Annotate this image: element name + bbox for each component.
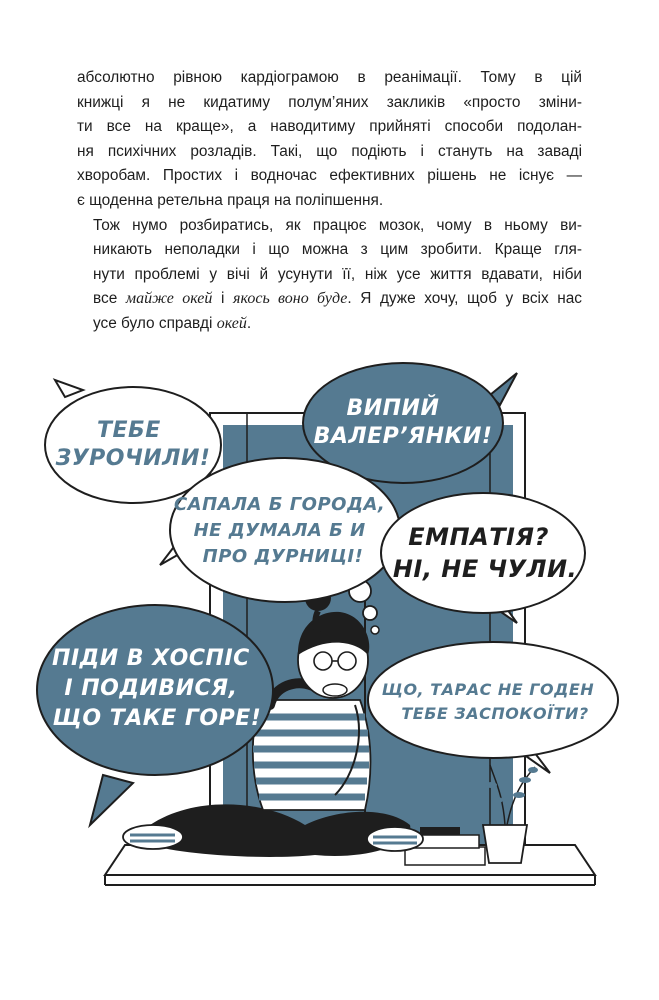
bubble-line: ЕМПАТІЯ? xyxy=(408,523,549,551)
text-line: книжці я не кидатиму полум’яних закликів «просто зміни- xyxy=(77,93,582,111)
text-line: хворобам. Простих і водночас ефективних рішень не існує — xyxy=(77,167,582,185)
italic-phrase: якось воно буде xyxy=(233,290,348,308)
text-line: Тож нумо розбиратись, як працює мозок, чому в ньому ви- xyxy=(93,216,582,234)
paragraph-2 xyxy=(77,214,582,337)
text-span: . xyxy=(246,314,252,332)
bubble-5-text xyxy=(52,646,261,731)
italic-phrase: майже окей xyxy=(125,290,213,308)
illustration xyxy=(35,355,625,900)
text-line: є щоденна ретельна праця на поліпшення. xyxy=(77,191,384,209)
body-text xyxy=(77,66,582,337)
bubble-line: ВАЛЕР’ЯНКИ! xyxy=(313,424,493,449)
text-line: нути проблемі у вічі й усунути її, ніж усе життя вдавати, ніби xyxy=(93,265,582,283)
bubble-line: ЩО, ТАРАС НЕ ГОДЕН xyxy=(381,680,595,699)
text-line: ня психічних розладів. Такі, що подіють і стануть на заваді xyxy=(77,142,582,160)
text-span: усе було справді xyxy=(93,314,217,332)
text-span: . Я дуже хочу, щоб у всіх нас xyxy=(347,290,582,308)
text-span: і xyxy=(212,290,234,308)
bubble-line: ПРО ДУРНИЦІ! xyxy=(202,546,364,567)
paragraph-1 xyxy=(77,66,582,214)
italic-phrase: окей xyxy=(216,314,247,332)
bubble-line: ПІДИ В ХОСПІС xyxy=(52,646,250,671)
bubble-line: ТЕБЕ ЗАСПОКОЇТИ? xyxy=(401,704,589,723)
text-line xyxy=(77,287,582,312)
bubble-line: САПАЛА Б ГОРОДА, xyxy=(173,494,386,515)
text-line xyxy=(77,312,582,337)
bubble-line: ВИПИЙ xyxy=(346,396,440,421)
bubble-line: І ПОДИВИСЯ, xyxy=(64,676,238,701)
text-line: абсолютно рівною кардіограмою в реанімації. Тому в цій xyxy=(77,69,582,86)
text-span: все xyxy=(93,290,126,308)
bubble-line: ЩО ТАКЕ ГОРЕ! xyxy=(52,706,262,731)
bubble-line: НЕ ДУМАЛА Б И xyxy=(193,520,366,541)
text-line: никають неполадки і що можна з цим зробити. Краще гля- xyxy=(93,241,582,259)
text-line: ти все на краще», а наводитиму прийняті способи подолан- xyxy=(77,118,582,136)
bubble-line: ЗУРОЧИЛИ! xyxy=(55,446,211,471)
bubble-line: НІ, НЕ ЧУЛИ. xyxy=(392,555,578,583)
bubble-3-text xyxy=(174,494,392,567)
bubble-line: ТЕБЕ xyxy=(96,418,161,443)
